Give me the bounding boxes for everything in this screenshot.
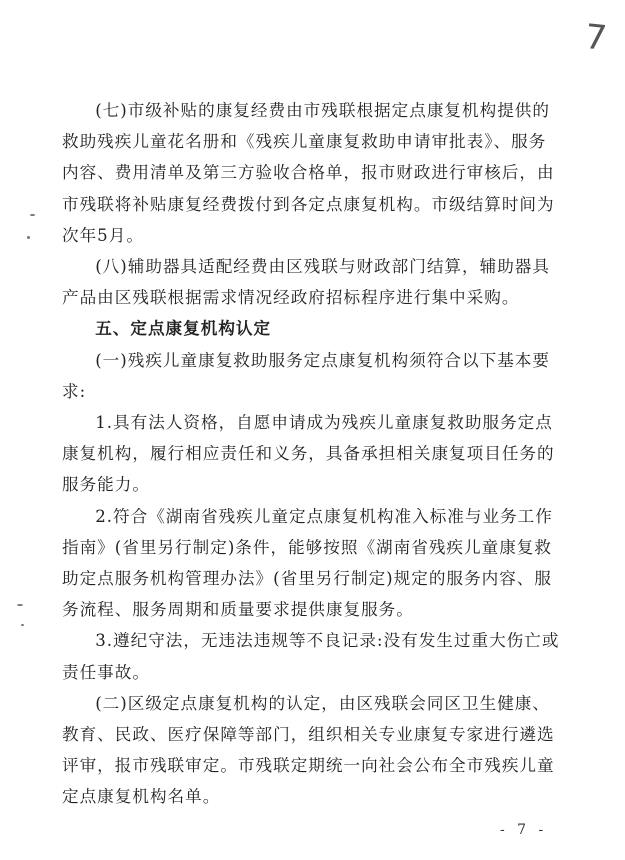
- page-number: - 7 -: [500, 822, 548, 838]
- section-heading-5: 五、定点康复机构认定: [95, 319, 272, 339]
- scan-speck: [17, 604, 23, 606]
- scan-speck: [30, 214, 35, 216]
- handwritten-page-mark: 7: [582, 16, 609, 60]
- scan-speck: [27, 236, 30, 239]
- paragraph-7: (七)市级补贴的康复经费由市残联根据定点康复机构提供的救助残疾儿童花名册和《残疾儿童康复救助申请审批表》、服务内容、费用清单及第三方验收合格单，报市财政进行审核后，由市残联将补贴康复经费拨付到各定点康复机构。市级结算时间为次年5月。: [62, 101, 555, 245]
- scan-speck: [21, 624, 24, 626]
- document-body: [62, 95, 562, 813]
- paragraph-district-certification: (二)区级定点康复机构的认定，由区残联会同区卫生健康、教育、民政、医疗保障等部门，组织相关专业康复专家进行遴选评审，报市残联审定。市残联定期统一向社会公布全市残疾儿童定点康复机构名单。: [62, 693, 555, 807]
- requirement-2: 2.符合《湖南省残疾儿童定点康复机构准入标准与业务工作指南》(省里另行制定)条件，能够按照《湖南省残疾儿童康复救助定点服务机构管理办法》(省里另行制定)规定的服务内容、服务流程、服务周期和质量要求提供康复服务。: [62, 506, 553, 620]
- requirement-3: 3.遵纪守法，无违法违规等不良记录:没有发生过重大伤亡或责任事故。: [62, 631, 560, 682]
- paragraph-requirements: (一)残疾儿童康复救助服务定点康复机构须符合以下基本要求:: [62, 350, 550, 401]
- paragraph-8: (八)辅助器具适配经费由区残联与财政部门结算，辅助器具产品由区残联根据需求情况经政府招标程序进行集中采购。: [62, 257, 550, 308]
- requirement-1: 1.具有法人资格，自愿申请成为残疾儿童康复救助服务定点康复机构，履行相应责任和义务，具备承担相关康复项目任务的服务能力。: [62, 413, 555, 495]
